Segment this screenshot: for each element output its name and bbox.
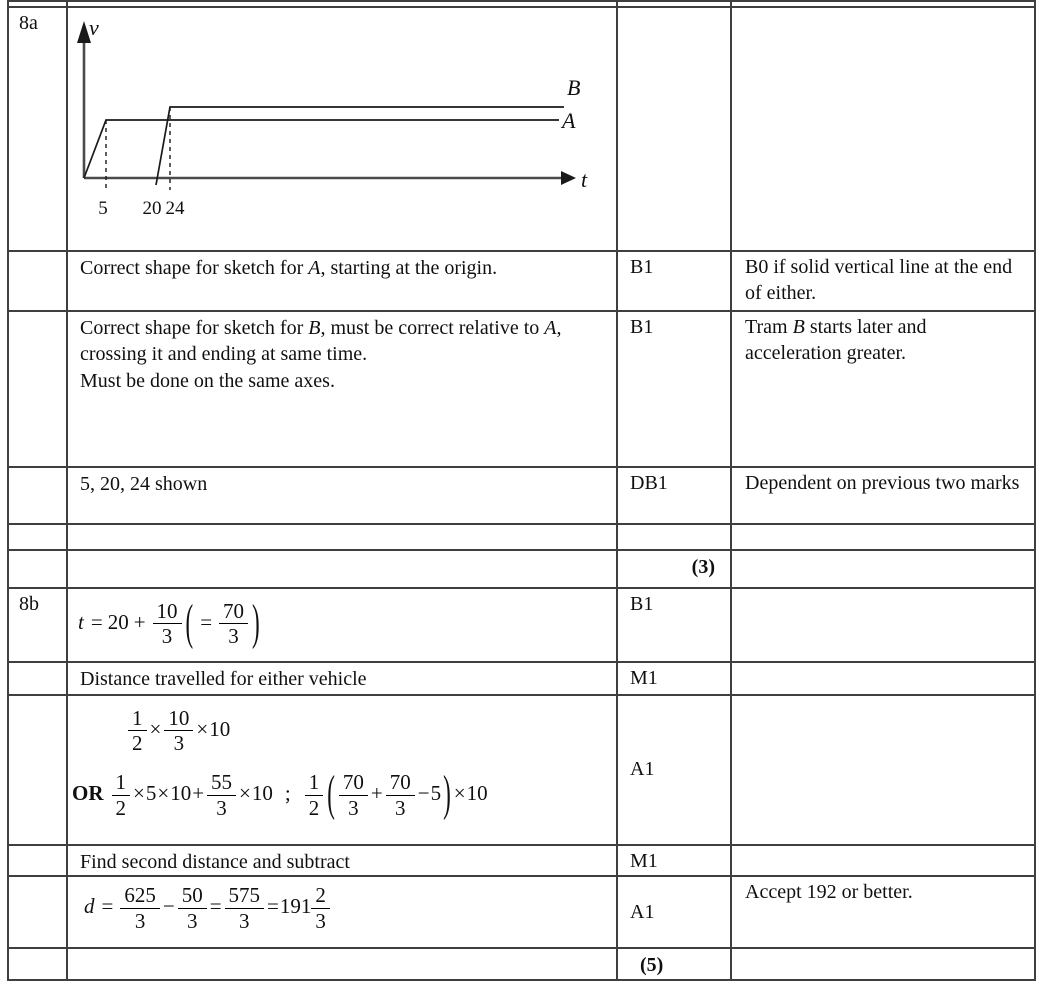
criterion-text: Correct shape for sketch for	[80, 256, 309, 279]
math-token: =	[267, 894, 279, 919]
cell-desc-empty	[67, 524, 617, 550]
fraction: $\frac{70}{3}$	[219, 599, 248, 650]
mark-m1: M1	[617, 845, 731, 877]
mark-a1: A1	[617, 695, 731, 845]
cell-note-empty	[731, 695, 1035, 845]
cell-q-empty	[8, 467, 67, 524]
fraction: $\frac{70}{3}$	[386, 770, 415, 821]
criterion-shape-b	[67, 311, 617, 467]
curve-b-line	[156, 107, 564, 185]
math-token: ×	[196, 716, 209, 741]
math-token: =	[90, 609, 103, 634]
math-token: ;	[284, 781, 291, 806]
note-b0-vertical-line: B0 if solid vertical line at the end of either.	[731, 251, 1035, 311]
cell-q-empty	[8, 845, 67, 877]
table-row-shape-b	[8, 311, 1035, 467]
fraction: $\frac{10}{3}$	[153, 599, 182, 650]
fraction: $\frac{70}{3}$	[339, 770, 368, 821]
formula-area-2	[68, 756, 616, 821]
math-token: ×	[157, 781, 170, 806]
cell-mark-empty	[617, 524, 731, 550]
mark-b1: B1	[617, 311, 731, 467]
math-token: =	[209, 894, 222, 919]
table-row-8a-graph	[8, 7, 1035, 251]
math-token: 10	[251, 781, 273, 806]
formula-area-1	[68, 696, 616, 757]
cell-q-empty	[8, 524, 67, 550]
criterion-text: , crossing it and ending at same time.	[80, 316, 562, 366]
table-row-subtotal-b	[8, 948, 1035, 980]
fraction: $\frac{50}{3}$	[178, 883, 207, 934]
math-token: 20	[107, 609, 129, 634]
subtotal-8b: (5)	[617, 948, 731, 980]
math-token: 5	[430, 781, 442, 806]
math-token: 10	[466, 781, 488, 806]
math-token: 10	[170, 781, 192, 806]
note-text: Tram	[745, 315, 793, 338]
table-row-a1-formulas	[8, 695, 1035, 845]
math-token: t	[78, 609, 84, 634]
mark-b1: B1	[617, 588, 731, 662]
velocity-time-sketch	[68, 10, 616, 242]
table-row-subtract	[8, 845, 1035, 877]
table-row-distance	[8, 662, 1035, 695]
fraction: $\frac{2}{3}$	[311, 883, 330, 934]
formula-time-equation	[68, 589, 616, 650]
criterion-paragraph	[80, 315, 606, 368]
math-token: −	[417, 781, 430, 806]
table-row-shape-a	[8, 251, 1035, 311]
criterion-values-shown: 5, 20, 24 shown	[67, 467, 617, 524]
cell-q-empty	[8, 311, 67, 467]
question-number-8b: 8b	[8, 588, 67, 662]
math-token: −	[162, 894, 175, 919]
y-axis-label: v	[89, 15, 99, 40]
table-row-subtotal-a	[8, 550, 1035, 588]
cell-a1-formulas	[67, 695, 617, 845]
formula-distance-result	[68, 877, 616, 934]
cell-note-empty	[731, 662, 1035, 695]
mark-scheme-table	[7, 0, 1036, 981]
math-token: +	[192, 781, 205, 806]
math-token: d	[84, 894, 95, 919]
math-token: =	[101, 894, 114, 919]
math-token: 5	[145, 781, 157, 806]
fraction: $\frac{575}{3}$	[225, 883, 265, 934]
variable-a: A	[544, 316, 557, 339]
criterion-shape-a	[67, 251, 617, 311]
cell-note-empty	[731, 588, 1035, 662]
math-token: =	[200, 609, 213, 634]
fraction: $\frac{1}{2}$	[305, 770, 324, 821]
fraction: $\frac{10}{3}$	[164, 706, 193, 757]
fraction: $\frac{1}{2}$	[128, 706, 147, 757]
tick-label-20: 20	[142, 198, 162, 219]
criterion-text: , starting at the origin.	[320, 256, 498, 279]
criterion-text: Correct shape for sketch for	[80, 316, 309, 339]
cell-q-empty	[8, 251, 67, 311]
close-paren: )	[252, 595, 260, 650]
open-paren: (	[185, 595, 194, 650]
math-token: ×	[133, 781, 145, 806]
mark-m1: M1	[617, 662, 731, 695]
math-token: +	[133, 609, 146, 634]
math-token: ×	[239, 781, 251, 806]
open-paren: (	[327, 766, 335, 821]
curve-b-label: B	[567, 75, 581, 100]
t-axis-arrow-icon	[561, 171, 576, 185]
tick-label-5: 5	[98, 198, 108, 219]
cell-8a-sketch	[67, 7, 617, 251]
fraction: $\frac{625}{3}$	[120, 883, 160, 934]
cell-note-empty	[731, 550, 1035, 588]
math-token: 10	[209, 716, 231, 741]
cell-note-empty	[731, 845, 1035, 877]
note-dependent: Dependent on previous two marks	[731, 467, 1035, 524]
table-row-values-shown	[8, 467, 1035, 524]
variable-a: A	[308, 256, 321, 279]
mark-db1: DB1	[617, 467, 731, 524]
variable-b: B	[308, 316, 321, 339]
math-token: ×	[453, 781, 466, 806]
criterion-distance: Distance travelled for either vehicle	[67, 662, 617, 695]
cell-note-empty	[731, 948, 1035, 980]
table-row-d-result	[8, 876, 1035, 948]
mark-a1: A1	[617, 876, 731, 948]
criterion-subtract: Find second distance and subtract	[67, 845, 617, 877]
criterion-paragraph: Must be done on the same axes.	[80, 369, 335, 392]
cell-q-empty	[8, 662, 67, 695]
cell-note-empty	[731, 7, 1035, 251]
cell-mark-empty	[617, 7, 731, 251]
cell-8b-formula	[67, 588, 617, 662]
cell-q-empty	[8, 695, 67, 845]
cell-desc-empty	[67, 948, 617, 980]
math-token: +	[370, 781, 383, 806]
or-keyword: OR	[72, 781, 104, 806]
curve-a-line	[84, 120, 559, 178]
note-tram-b	[731, 311, 1035, 467]
curve-a-label: A	[562, 108, 576, 133]
math-token: 191	[279, 894, 312, 919]
cell-d-formula	[67, 876, 617, 948]
fraction: $\frac{55}{3}$	[207, 770, 236, 821]
cell-q-empty	[8, 876, 67, 948]
question-number-8a: 8a	[8, 7, 67, 251]
table-row-empty	[8, 524, 1035, 550]
table-row-8b-time	[8, 588, 1035, 662]
criterion-text: , must be correct relative to	[320, 316, 545, 339]
note-text: starts later and acceleration greater.	[745, 315, 927, 365]
cell-note-empty	[731, 524, 1035, 550]
cell-q-empty	[8, 550, 67, 588]
variable-b: B	[792, 315, 805, 338]
math-token: ×	[149, 716, 162, 741]
tick-label-24: 24	[165, 198, 185, 219]
t-axis-label: t	[581, 167, 588, 192]
cell-desc-empty	[67, 550, 617, 588]
mark-b1: B1	[617, 251, 731, 311]
close-paren: )	[443, 766, 451, 821]
subtotal-8a: (3)	[617, 550, 731, 588]
cell-q-empty	[8, 948, 67, 980]
fraction: $\frac{1}{2}$	[112, 770, 131, 821]
note-accept-192: Accept 192 or better.	[731, 876, 1035, 948]
